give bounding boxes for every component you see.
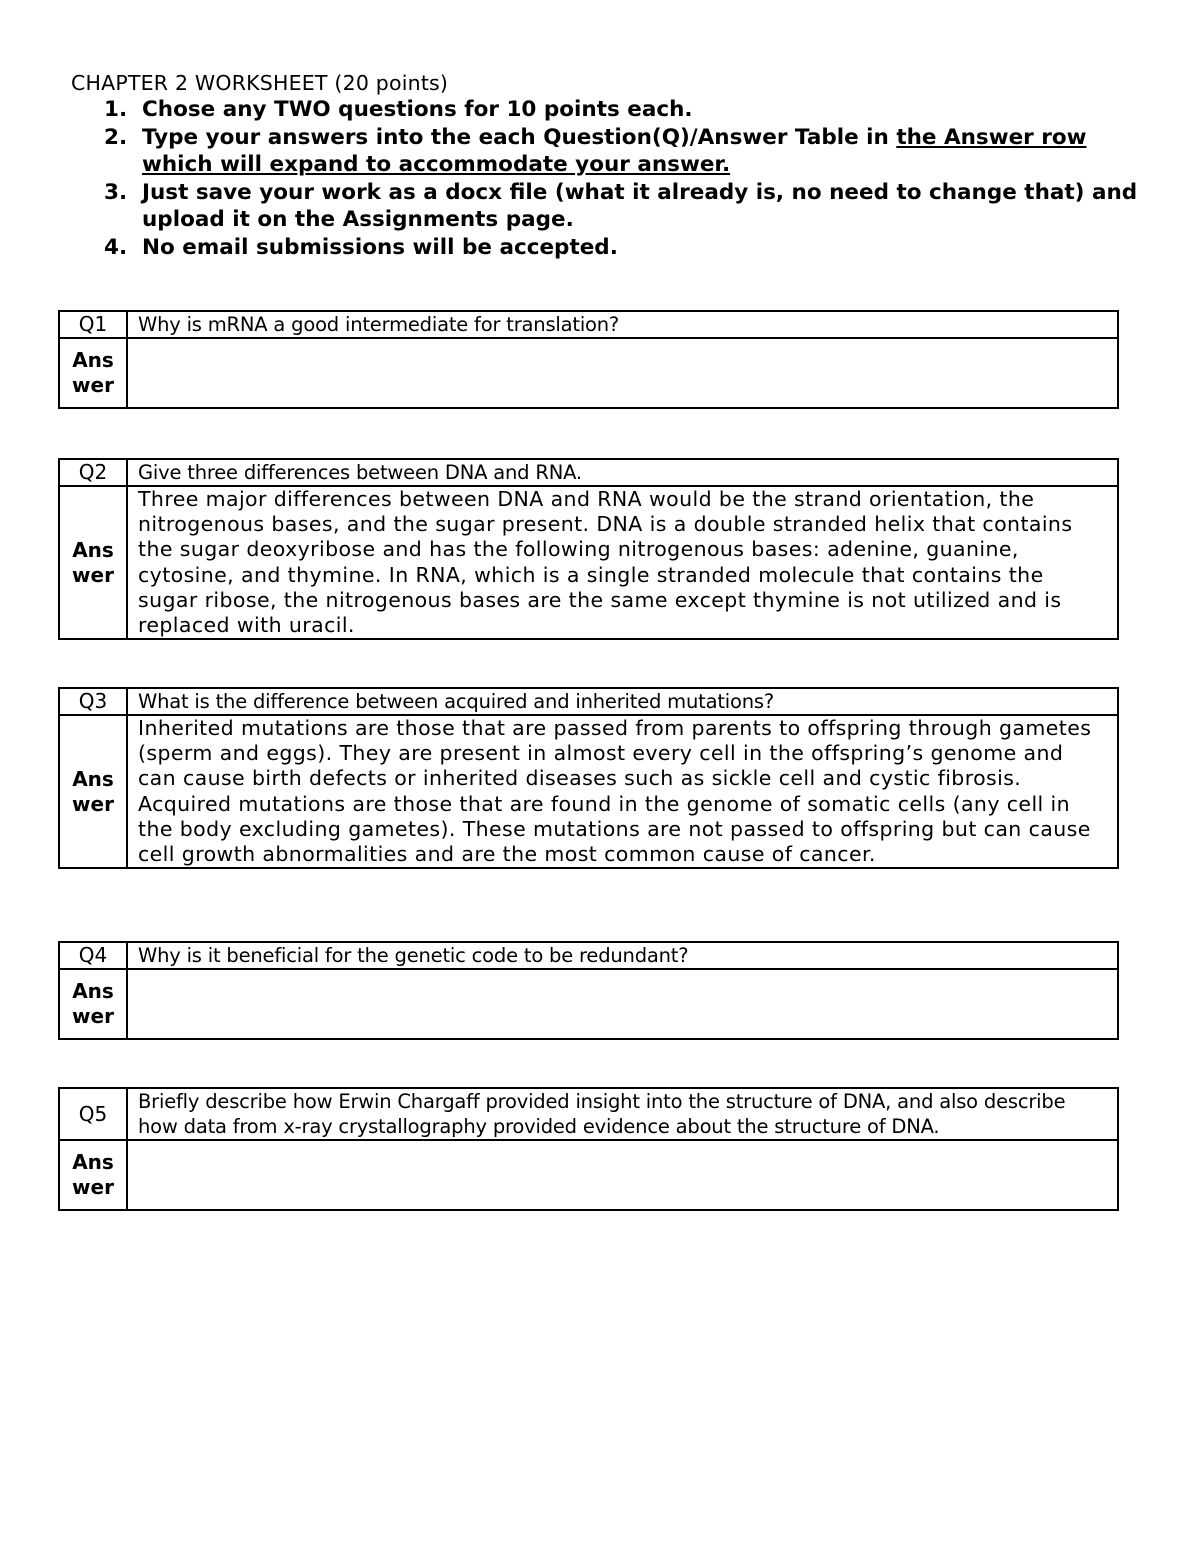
answer-label: Ans wer (59, 715, 127, 868)
qa-table-q1 (58, 310, 1119, 409)
answer-label: Ans wer (59, 1140, 127, 1210)
answer-field[interactable] (127, 1140, 1118, 1210)
question-text: What is the difference between acquired and inherited mutations? (127, 688, 1118, 715)
answer-field[interactable]: Three major differences between DNA and RNA would be the strand orientation, the nitrogenous bases, and the sugar present. DNA is a double stranded helix that contains the sugar deoxyribose and has the following nitrogenous bases: adenine, guanine, cytosine, and thymine. In RNA, which is a single stranded molecule that contains the sugar ribose, the nitrogenous bases are the same except thymine is not utilized and is replaced with uracil. (127, 486, 1118, 639)
question-text: Why is it beneficial for the genetic code to be redundant? (127, 942, 1118, 969)
instruction-item: 4. No email submissions will be accepted. (104, 234, 618, 260)
answer-field[interactable]: Inherited mutations are those that are passed from parents to offspring through gametes (sperm and eggs). They are present in almost every cell in the offspring’s genome and can cause birth defects or inherited diseases such as sickle cell and cystic fibrosis. Acquired mutations are those that are found in the genome of somatic cells (any cell in the body excluding gametes). These mutations are not passed to offspring but can cause cell growth abnormalities and are the most common cause of cancer. (127, 715, 1118, 868)
qa-table-q3 (58, 687, 1119, 869)
answer-field[interactable] (127, 969, 1118, 1039)
qa-table-q2 (58, 458, 1119, 640)
answer-label: Ans wer (59, 969, 127, 1039)
instruction-item: 1. Chose any TWO questions for 10 points each. (104, 97, 693, 122)
instructions-list (104, 96, 1144, 261)
qa-table-q5 (58, 1087, 1119, 1211)
instruction-item: 3. Just save your work as a docx file (what it already is, no need to change that) and upload it on the Assignments page. (104, 179, 1138, 232)
answer-label: Ans wer (59, 338, 127, 408)
answer-field[interactable] (127, 338, 1118, 408)
qa-table-q4 (58, 941, 1119, 1040)
question-text: Give three differences between DNA and RNA. (127, 459, 1118, 486)
answer-label: Ans wer (59, 486, 127, 639)
question-label: Q5 (59, 1088, 127, 1140)
question-label: Q1 (59, 311, 127, 338)
question-text: Why is mRNA a good intermediate for translation? (127, 311, 1118, 338)
worksheet-title: CHAPTER 2 WORKSHEET (20 points) (71, 71, 449, 95)
question-text: Briefly describe how Erwin Chargaff provided insight into the structure of DNA, and also describe how data from x-ray crystallography provided evidence about the structure of DNA. (127, 1088, 1118, 1140)
instruction-item: 2. Type your answers into the each Question(Q)/Answer Table in the Answer row which will expand to accommodate your answer. (104, 124, 1087, 177)
underlined-instruction: the Answer row which will expand to accommodate your answer. (142, 124, 1087, 177)
question-label: Q2 (59, 459, 127, 486)
question-label: Q4 (59, 942, 127, 969)
question-label: Q3 (59, 688, 127, 715)
